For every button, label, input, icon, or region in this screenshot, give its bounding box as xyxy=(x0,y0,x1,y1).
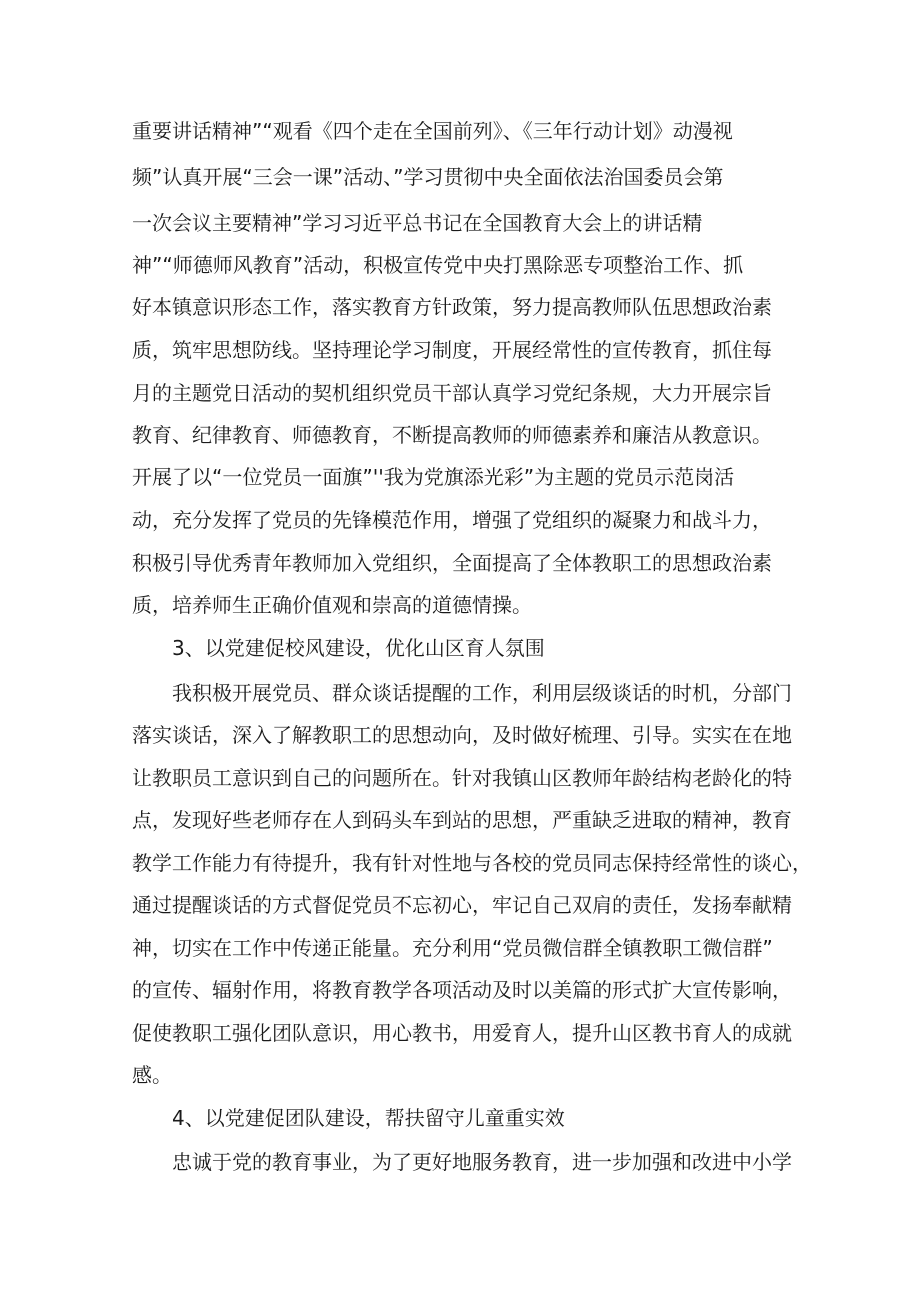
paragraph-line: 重要讲话精神”“观看《四个走在全国前列》、《三年行动计划》动漫视 xyxy=(132,119,733,143)
paragraph-line: 开展了以“一位党员一面旗”''我为党旗添光彩”为主题的党员示范岗活 xyxy=(132,465,735,489)
section-heading-3: 3、以党建促校风建设，优化山区育人氛围 xyxy=(172,636,545,660)
paragraph-line: 动，充分发挥了党员的先锋模范作用，增强了党组织的凝聚力和战斗力， xyxy=(132,508,772,532)
paragraph-line: 积极引导优秀青年教师加入党组织，全面提高了全体教职工的思想政治素 xyxy=(132,551,772,575)
paragraph-line: 点，发现好些老师存在人到码头车到站的思想，严重缺乏进取的精神，教育 xyxy=(132,808,792,832)
paragraph-line: 的宣传、辐射作用，将教育教学各项活动及时以美篇的形式扩大宣传影响， xyxy=(132,978,792,1002)
paragraph-line: 感。 xyxy=(132,1063,172,1087)
paragraph-line: 质，培养师生正确价值观和崇高的道德情操。 xyxy=(132,593,532,617)
paragraph-line: 质，筑牢思想防线。坚持理论学习制度，开展经常性的宣传教育，抓住每 xyxy=(132,338,772,362)
paragraph-line: 促使教职工强化团队意识，用心教书，用爱育人，提升山区教书育人的成就 xyxy=(132,1021,792,1045)
paragraph-line: 神，切实在工作中传递正能量。充分利用“党员微信群全镇教职工微信群” xyxy=(132,936,773,960)
paragraph-line: 好本镇意识形态工作，落实教育方针政策，努力提高教师队伍思想政治素 xyxy=(132,295,772,319)
paragraph-line: 教育、纪律教育、师德教育，不断提高教师的师德素养和廉洁从教意识。 xyxy=(132,423,772,447)
paragraph-line: 让教职员工意识到自己的问题所在。针对我镇山区教师年龄结构老龄化的特 xyxy=(132,766,792,790)
paragraph-line: 神”“师德师风教育”活动，积极宣传党中央打黑除恶专项整治工作、抓 xyxy=(132,253,744,277)
paragraph-line: 月的主题党日活动的契机组织党员干部认真学习党纪条规，大力开展宗旨 xyxy=(132,381,772,405)
section-heading-4: 4、以党建促团队建设，帮扶留守儿童重实效 xyxy=(172,1106,565,1130)
paragraph-line: 教学工作能力有待提升，我有针对性地与各校的党员同志保持经常性的谈心， xyxy=(132,851,812,875)
paragraph-line: 通过提醒谈话的方式督促党员不忘初心，牢记自己双肩的责任，发扬奉献精 xyxy=(132,893,792,917)
paragraph-line: 忠诚于党的教育事业，为了更好地服务教育，进一步加强和改进中小学 xyxy=(172,1150,792,1174)
paragraph-line: 落实谈话，深入了解教职工的思想动向，及时做好梳理、引导。实实在在地 xyxy=(132,723,792,747)
paragraph-line: 我积极开展党员、群众谈话提醒的工作，利用层级谈话的时机，分部门 xyxy=(172,681,792,705)
paragraph-line: 一次会议主要精神”学习习近平总书记在全国教育大会上的讲话精 xyxy=(132,211,703,235)
paragraph-line: 频”认真开展“三会一课”活动、”学习贯彻中央全面依法治国委员会第 xyxy=(132,165,724,189)
